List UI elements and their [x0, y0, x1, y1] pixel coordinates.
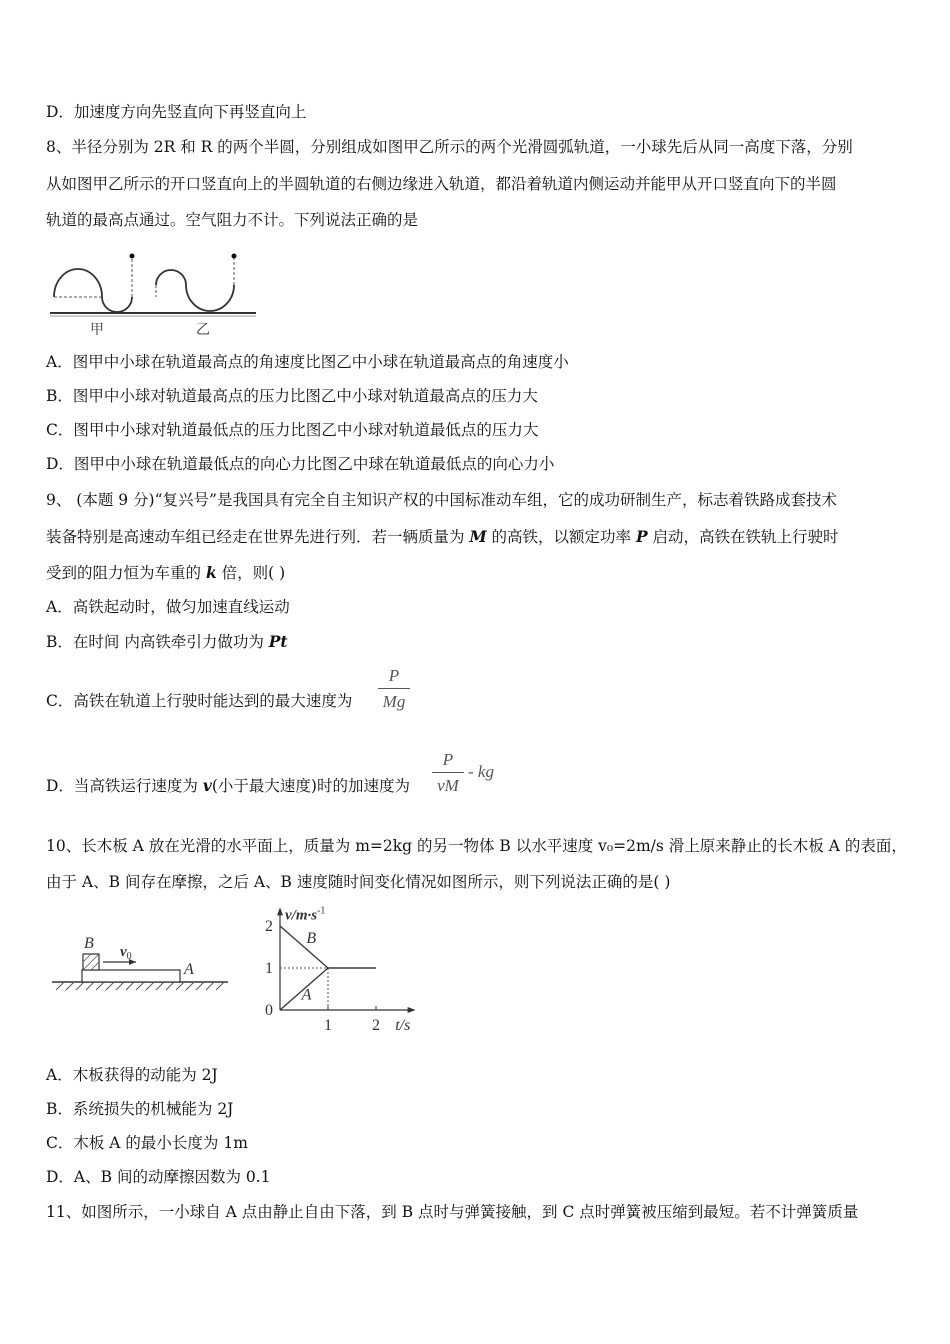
- q10-option-a: A．木板获得的动能为 2J: [46, 1066, 218, 1084]
- x-tick-label: 1: [324, 1017, 332, 1034]
- q10-board-figure: [50, 928, 235, 998]
- yi-lower-arc: [186, 285, 234, 311]
- q7-option-d: D．加速度方向先竖直向下再竖直向上: [46, 103, 307, 121]
- fraction-numerator: P: [388, 666, 400, 685]
- fraction-denominator: vM: [437, 776, 459, 795]
- x-axis-label: t/s: [395, 1017, 411, 1034]
- q9-option-a: A．高铁起动时，做匀加速直线运动: [46, 598, 290, 616]
- fraction-numerator: P: [442, 750, 454, 769]
- x-axis-arrow: [408, 1007, 416, 1013]
- q8-option-c: C．图甲中小球对轨道最低点的压力比图乙中小球对轨道最低点的压力大: [46, 421, 539, 439]
- q9-option-b: B．在时间 内高铁牵引力做功为 Pt: [46, 632, 288, 651]
- q9-option-c: C．高铁在轨道上行驶时能达到的最大速度为: [46, 692, 353, 710]
- y-tick-label: 1: [265, 960, 273, 977]
- q10-option-c: C．木板 A 的最小长度为 1m: [46, 1134, 248, 1152]
- q8-stem-line3: 轨道的最高点通过。空气阻力不计。下列说法正确的是: [46, 211, 419, 229]
- label-yi: 乙: [196, 323, 210, 338]
- q9-stem-line3: 受到的阻力恒为车重的 k 倍，则( ): [46, 563, 286, 582]
- fraction-denominator: Mg: [382, 692, 406, 711]
- q9-option-d: D．当高铁运行速度为 v(小于最大速度)时的加速度为: [46, 776, 410, 795]
- q9-stem-line2: 装备特别是高速动车组已经走在世界先进行列．若一辆质量为 M 的高铁，以额定功率 P 启动，高铁在铁轨上行驶时: [46, 527, 839, 546]
- q9-option-d-fraction: [432, 750, 512, 800]
- q10-stem-line1: 10、长木板 A 放在光滑的水平面上，质量为 m=2kg 的另一物体 B 以水平速度 v₀=2m/s 滑上原来静止的长木板 A 的表面，: [46, 837, 907, 855]
- y-tick-label: 2: [265, 918, 273, 935]
- q8-track-figure: [46, 245, 261, 340]
- label-a: A: [184, 961, 194, 978]
- y-axis-arrow: [277, 907, 283, 915]
- q8-option-d: D．图甲中小球在轨道最低点的向心力比图乙中球在轨道最低点的向心力小: [46, 455, 555, 473]
- board-a: [82, 970, 180, 982]
- q8-stem-line1: 8、半径分别为 2R 和 R 的两个半圆，分别组成如图甲乙所示的两个光滑圆弧轨道，一小球先后从同一高度下落，分别: [46, 138, 853, 156]
- label-jia: 甲: [90, 323, 104, 338]
- q10-option-d: D．A、B 间的动摩擦因数为 0.1: [46, 1168, 271, 1186]
- fraction-tail: - kg: [468, 762, 494, 781]
- q9-stem-line1: 9、 (本题 9 分)“复兴号”是我国具有完全自主知识产权的中国标准动车组，它的成功研制生产，标志着铁路成套技术: [46, 491, 837, 509]
- jia-lower-arc: [102, 297, 132, 312]
- q10-vt-chart: [255, 900, 430, 1035]
- y-axis-label: $v/m\cdot s^{-1}$: [285, 905, 326, 924]
- q10-stem-line2: 由于 A、B 间存在摩擦，之后 A、B 速度随时间变化情况如图所示，则下列说法正确的是( ): [46, 873, 671, 891]
- q10-option-b: B．系统损失的机械能为 2J: [46, 1100, 234, 1118]
- y-tick-label: 0: [265, 1002, 273, 1019]
- jia-ball: [130, 254, 135, 259]
- label-b: B: [84, 935, 94, 952]
- yi-ball: [232, 254, 237, 259]
- q9-option-c-fraction: [378, 666, 410, 716]
- q11-stem-line1: 11、如图所示，一小球自 A 点由静止自由下落，到 B 点时与弹簧接触，到 C 点时弹簧被压缩到最短。若不计弹簧质量: [46, 1203, 859, 1221]
- q8-option-a: A．图甲中小球在轨道最高点的角速度比图乙中小球在轨道最高点的角速度小: [46, 353, 569, 371]
- x-tick-label: 2: [372, 1017, 380, 1034]
- label-v0: $v_0$: [120, 944, 132, 962]
- jia-upper-arc: [54, 269, 102, 297]
- series-b-line: [280, 926, 376, 968]
- fraction-bar: [432, 772, 464, 773]
- yi-upper-arc: [156, 270, 186, 285]
- fraction-bar: [378, 688, 410, 689]
- q8-option-b: B．图甲中小球对轨道最高点的压力比图乙中小球对轨道最高点的压力大: [46, 387, 538, 405]
- series-b-label: B: [306, 929, 317, 947]
- q8-stem-line2: 从如图甲乙所示的开口竖直向上的半圆轨道的右侧边缘进入轨道，都沿着轨道内侧运动并能甲从开口竖直向下的半圆: [46, 175, 837, 193]
- series-a-label: A: [301, 986, 312, 1004]
